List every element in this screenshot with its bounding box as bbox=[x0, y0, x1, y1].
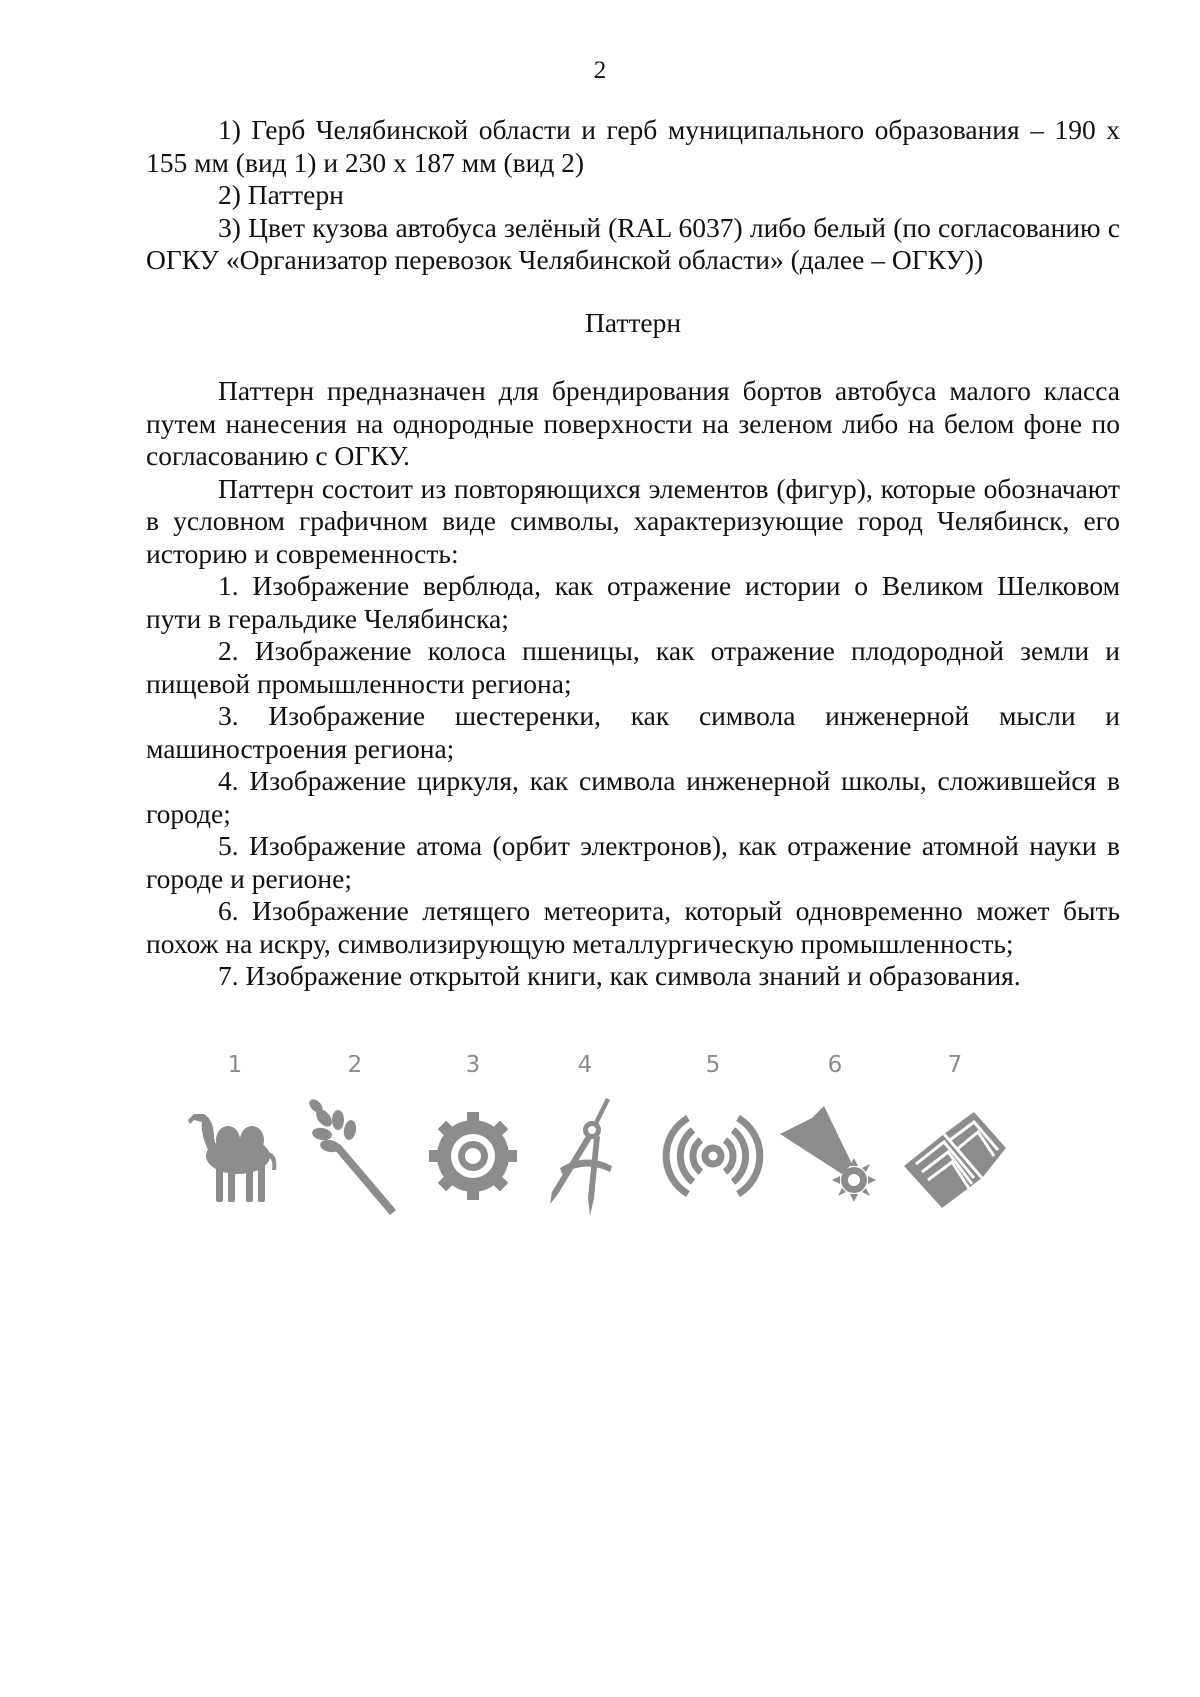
pattern-icon-cell bbox=[418, 1050, 528, 1230]
document-body bbox=[146, 114, 1120, 993]
icon-number: 1 bbox=[227, 1052, 243, 1078]
list-item-gear: 3. Изображение шестеренки, как символа инженерной мысли и машиностроения региона; bbox=[146, 700, 1120, 764]
page-number: 2 bbox=[593, 57, 607, 84]
paragraph-coat-of-arms: 1) Герб Челябинской области и герб муниципального образования – 190 х 155 мм (вид 1) и 230 х 187 мм (вид 2) bbox=[146, 114, 1120, 178]
icon-number: 4 bbox=[577, 1052, 593, 1078]
pattern-icon-cell bbox=[780, 1050, 890, 1230]
list-item-camel: 1. Изображение верблюда, как отражение истории о Великом Шелковом пути в геральдике Челябинска; bbox=[146, 570, 1120, 634]
paragraph-pattern-item: 2) Паттерн bbox=[218, 179, 344, 210]
list-item-wheat: 2. Изображение колоса пшеницы, как отражение плодородной земли и пищевой промышленности региона; bbox=[146, 635, 1120, 699]
paragraph-pattern-purpose: Паттерн предназначен для брендирования бортов автобуса малого класса путем нанесения на однородные поверхности на зеленом либо на белом фоне по согласованию с ОГКУ. bbox=[146, 375, 1120, 471]
list-item-compass: 4. Изображение циркуля, как символа инженерной школы, сложившейся в городе; bbox=[146, 765, 1120, 829]
paragraph-pattern-composition: Паттерн состоит из повторяющихся элементов (фигур), которые обозначают в условном графичном виде символы, характеризующие город Челябинск, его историю и современность: bbox=[146, 472, 1120, 569]
pattern-icons-row bbox=[180, 1050, 1130, 1230]
pattern-icon-cell bbox=[658, 1050, 768, 1230]
pattern-icon-cell bbox=[300, 1050, 410, 1230]
icon-number: 3 bbox=[465, 1052, 481, 1078]
pattern-icon-cell bbox=[530, 1050, 640, 1230]
compass-icon bbox=[530, 1094, 640, 1218]
camel-icon bbox=[180, 1094, 290, 1218]
pattern-icon-cell bbox=[180, 1050, 290, 1230]
icon-number: 6 bbox=[827, 1052, 843, 1078]
list-item-meteorite: 6. Изображение летящего метеорита, который одновременно может быть похож на искру, символизирующую металлургическую промышленность; bbox=[146, 895, 1120, 959]
pattern-icon-cell bbox=[900, 1050, 1010, 1230]
icon-number: 7 bbox=[947, 1052, 963, 1078]
atom-orbits-icon bbox=[658, 1094, 768, 1218]
list-item-atom: 5. Изображение атома (орбит электронов), как отражение атомной науки в городе и регионе; bbox=[146, 830, 1120, 894]
section-title: Паттерн bbox=[584, 306, 682, 338]
gear-icon bbox=[418, 1094, 528, 1218]
wheat-ear-icon bbox=[300, 1094, 410, 1218]
paragraph-bus-color: 3) Цвет кузова автобуса зелёный (RAL 6037) либо белый (по согласованию с ОГКУ «Организатор перевозок Челябинской области» (далее – ОГКУ)) bbox=[146, 211, 1120, 275]
open-book-icon bbox=[900, 1094, 1010, 1218]
list-item-book: 7. Изображение открытой книги, как символа знаний и образования. bbox=[218, 960, 1021, 991]
meteorite-icon bbox=[780, 1094, 890, 1218]
icon-number: 5 bbox=[705, 1052, 721, 1078]
icon-number: 2 bbox=[347, 1052, 363, 1078]
